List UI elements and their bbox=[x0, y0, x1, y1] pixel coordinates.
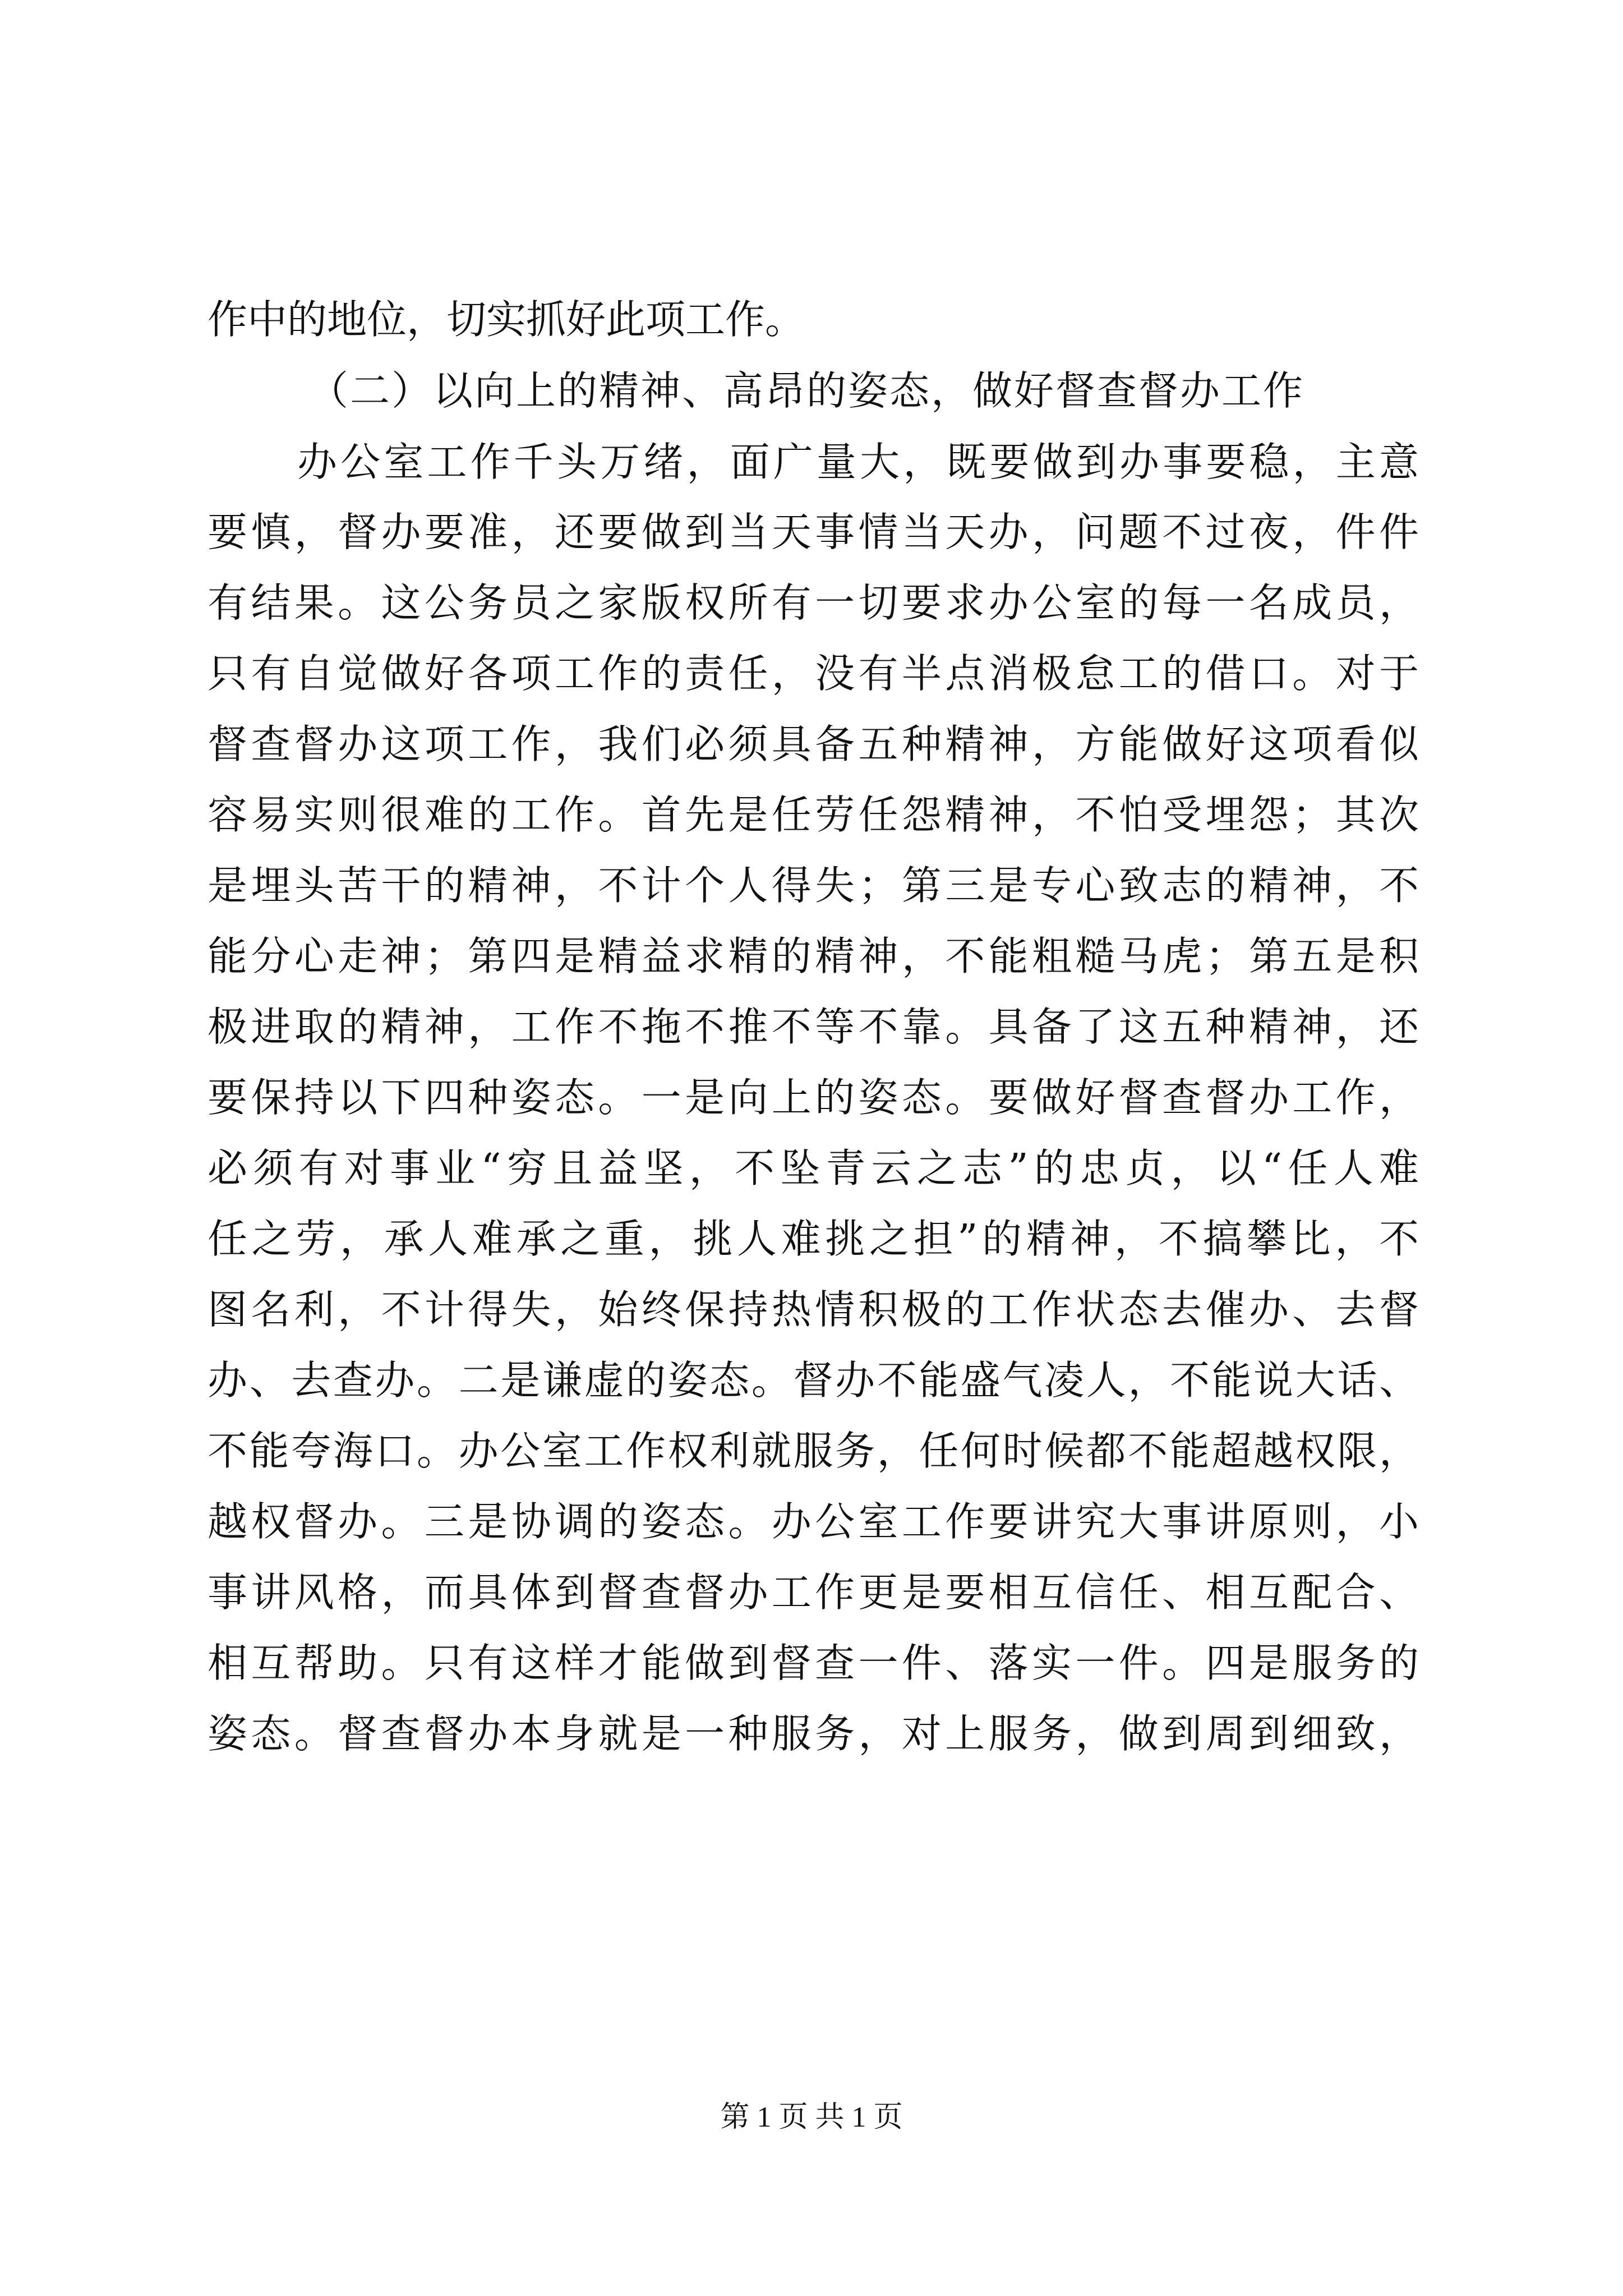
section-heading: （二）以向上的精神、高昂的姿态，做好督查督办工作 bbox=[308, 367, 1305, 414]
paragraph-line: 办、去查办。二是谦虚的姿态。督办不能盛气凌人，不能说大话、 bbox=[208, 1357, 1419, 1404]
paragraph-line: 要保持以下四种姿态。一是向上的姿态。要做好督查督办工作， bbox=[208, 1074, 1419, 1121]
page-number-footer: 第 1 页 共 1 页 bbox=[720, 2101, 903, 2133]
paragraph-line: 相互帮助。只有这样才能做到督查一件、落实一件。四是服务的 bbox=[208, 1640, 1419, 1686]
paragraph-line: 只有自觉做好各项工作的责任，没有半点消极怠工的借口。对于 bbox=[208, 650, 1419, 697]
paragraph-line: 极进取的精神，工作不拖不推不等不靠。具备了这五种精神，还 bbox=[208, 1004, 1419, 1050]
paragraph-line: 不能夸海口。办公室工作权利就服务，任何时候都不能超越权限， bbox=[208, 1428, 1419, 1474]
paragraph-line: 图名利，不计得失，始终保持热情积极的工作状态去催办、去督 bbox=[208, 1286, 1419, 1333]
paragraph-line: 任之劳，承人难承之重，挑人难挑之担”的精神，不搞攀比，不 bbox=[208, 1216, 1419, 1262]
paragraph-line: 事讲风格，而具体到督查督办工作更是要相互信任、相互配合、 bbox=[208, 1569, 1419, 1616]
paragraph-line: 有结果。这公务员之家版权所有一切要求办公室的每一名成员， bbox=[208, 579, 1419, 626]
paragraph-line: 容易实则很难的工作。首先是任劳任怨精神，不怕受埋怨；其次 bbox=[208, 792, 1419, 838]
paragraph-line: 必须有对事业“穷且益坚，不坠青云之志”的忠贞，以“任人难 bbox=[208, 1145, 1419, 1191]
paragraph-first-line: 办公室工作千头万绪，面广量大，既要做到办事要稳，主意 bbox=[297, 439, 1419, 485]
paragraph-line: 能分心走神；第四是精益求精的精神，不能粗糙马虎；第五是积 bbox=[208, 933, 1419, 979]
paragraph-line: 要慎，督办要准，还要做到当天事情当天办，问题不过夜，件件 bbox=[208, 509, 1419, 555]
paragraph-continuation-line: 作中的地位，切实抓好此项工作。 bbox=[208, 296, 805, 343]
paragraph-line: 是埋头苦干的精神，不计个人得失；第三是专心致志的精神，不 bbox=[208, 862, 1419, 909]
paragraph-line: 越权督办。三是协调的姿态。办公室工作要讲究大事讲原则，小 bbox=[208, 1498, 1419, 1545]
paragraph-line: 督查督办这项工作，我们必须具备五种精神，方能做好这项看似 bbox=[208, 721, 1419, 767]
paragraph-line: 姿态。督查督办本身就是一种服务，对上服务，做到周到细致， bbox=[208, 1710, 1419, 1757]
